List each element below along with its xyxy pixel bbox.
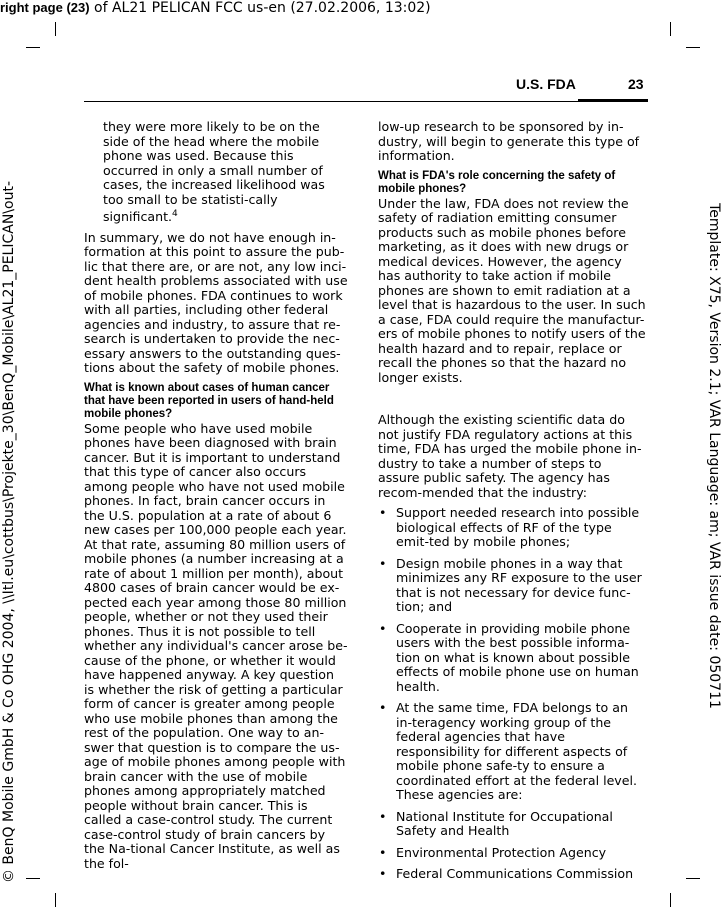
- left-column: [84, 120, 348, 877]
- header-rule-accent: [578, 99, 648, 102]
- list-item: • Cooperate in providing mobile phone users with the best possible informa-tion on what is known about possible effects of mobile phone use on human health.: [379, 620, 639, 694]
- bullet-icon: •: [379, 700, 387, 715]
- crop-mark-bottom-left-v: [55, 893, 56, 907]
- print-job-label: right page (23): [0, 0, 90, 15]
- list-item: • Federal Communications Commission: [379, 866, 634, 881]
- bullet-icon: •: [379, 620, 387, 636]
- template-info-vertical: Template: X75, Version 2.1; VAR Language: am; VAR issue date: 050711: [706, 203, 722, 709]
- crop-mark-top-right-v: [670, 22, 671, 36]
- list-item: • At the same time, FDA belongs to an in-teragency working group of the federal agencies that have responsibility for different aspects of mobile phone safe-ty to ensure a coordinated effort at the federal level. These agencies are:: [379, 700, 638, 802]
- recommendation-list: [378, 506, 646, 882]
- bullet-icon: •: [379, 866, 387, 881]
- crop-mark-bottom-right-v: [670, 893, 671, 907]
- copyright-path-vertical: © BenQ Mobile GmbH & Co OHG 2004, \\Itl.eu\cottbus\Projekte_30\BenQ_Mobile\AL21_PELICAN\out-: [1, 181, 17, 884]
- print-job-line: [0, 0, 431, 16]
- bullet-icon: •: [379, 505, 387, 520]
- paragraph-regulatory: Although the existing scientific data do not justify FDA regulatory actions at this time, FDA has urged the mobile phone in-dustry to take a number of steps to assure public safety. The agency has recom-mended that the industry:: [378, 412, 642, 500]
- heading-cancer-cases: What is known about cases of human cancer that have been reported in users of hand-held mobile phones?: [84, 381, 334, 420]
- paragraph-summary: In summary, we do not have enough in-formation at this point to assure the pub-lic that there are, or are not, any low inci-dent health problems associated with use of mobile phones. FDA continues to work with all parties, including other federal agencies and industry, to assure that re-search is undertaken to provide the nec-essary answers to the outstanding ques-tions about the safety of mobile phones.: [84, 229, 348, 375]
- header-rule: [84, 101, 648, 102]
- footnote-marker: 4: [172, 209, 178, 219]
- page-number: 23: [628, 76, 644, 92]
- crop-mark-top-right-h: [686, 47, 700, 48]
- paragraph-followup: low-up research to be sponsored by in-dustry, will begin to generate this type of information.: [378, 119, 640, 163]
- bullet-icon: •: [379, 844, 387, 860]
- crop-mark-bottom-left-h: [26, 878, 40, 879]
- list-item: • Design mobile phones in a way that minimizes any RF exposure to the user that is not necessary for device func-tion; and: [379, 555, 642, 614]
- heading-fda-role: What is FDA's role concerning the safety of mobile phones?: [378, 169, 616, 195]
- list-item: • Environmental Protection Agency: [379, 844, 607, 860]
- right-column: [378, 120, 646, 889]
- bullet-icon: •: [379, 555, 387, 571]
- print-job-detail: of AL21 PELICAN FCC us-en (27.02.2006, 13:02): [89, 0, 431, 16]
- paragraph-cancer-cases: Some people who have used mobile phones have been diagnosed with brain cancer. But it is important to understand that this type of cancer also occurs among people who have not used mobile phones. In fact, brain cancer occurs in the U.S. population at a rate of about 6 new cases per 100,000 people each year. At that rate, assuming 80 million users of mobile phones (a number increasing at a rate of about 1 million per month), about 4800 cases of brain cancer would be ex-pected each year among those 80 million people, whether or not they used their phones. Thus it is not possible to tell whether any individual's cancer arose be-cause of the phone, or whether it would have happened anyway. A key question is whether the risk of getting a particular form of cancer is greater among people who use mobile phones than among the rest of the population. One way to an-swer that question is to compare the us-age of mobile phones among people with brain cancer with the use of mobile phones among appropriately matched people without brain cancer. This is called a case-control study. The current case-control study of brain cancers by the Na-tional Cancer Institute, as well as the fol-: [84, 420, 348, 871]
- crop-mark-bottom-right-h: [686, 878, 700, 879]
- list-item: • National Institute for Occupational Safety and Health: [379, 808, 613, 838]
- page-header-title: U.S. FDA: [516, 76, 576, 92]
- paragraph-fda-role: Under the law, FDA does not review the safety of radiation emitting consumer products such as mobile phones before marketing, as it does with new drugs or medical devices. However, the agency has authority to take action if mobile phones are shown to emit radiation at a level that is hazardous to the user. In such a case, FDA could require the manufactur-ers of mobile phones to notify users of the health hazard and to repair, replace or recall the phones so that the hazard no longer exists.: [378, 195, 646, 385]
- list-item: • Support needed research into possible biological effects of RF of the type emit-ted by mobile phones;: [379, 505, 640, 549]
- crop-mark-top-left-h: [26, 47, 40, 48]
- bullet-icon: •: [379, 808, 387, 824]
- paragraph-spacer: [378, 391, 646, 413]
- crop-mark-top-left-v: [55, 22, 56, 36]
- paragraph-continued: they were more likely to be on the side of the head where the mobile phone was used. Because this occurred in only a small number of cases, the increased likelihood was too small to be statisti-cally significant.$^4$: [103, 119, 325, 224]
